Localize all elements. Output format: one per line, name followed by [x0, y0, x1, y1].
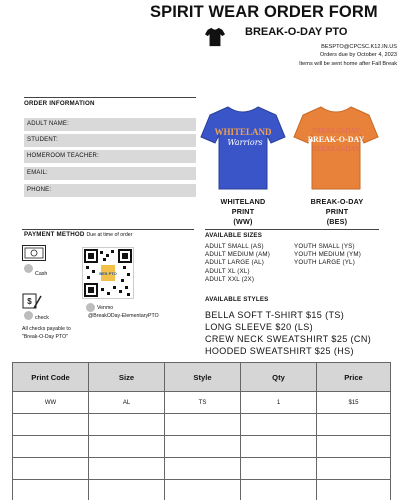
student-field[interactable]: STUDENT:: [24, 134, 196, 147]
table-cell[interactable]: [241, 414, 317, 436]
bod-art-bottom: BREAK-O-DAY: [312, 145, 360, 153]
order-info-title: ORDER INFORMATION: [24, 100, 95, 107]
whiteland-caption: WHITELAND PRINT (WW): [220, 197, 266, 226]
qr-pattern-icon: [83, 248, 133, 298]
sizes-rule: [205, 229, 379, 230]
tshirt-icon: [204, 27, 226, 47]
table-cell[interactable]: [13, 480, 89, 500]
table-cell[interactable]: [89, 458, 165, 480]
contact-email: BESPTO@CPCSC.K12.IN.US: [321, 44, 397, 50]
phone-field[interactable]: PHONE:: [24, 184, 196, 197]
table-cell[interactable]: [317, 458, 391, 480]
venmo-qr-code: [82, 247, 134, 299]
size-item: ADULT SMALL (AS): [205, 243, 264, 250]
break-o-day-caption: BREAK-O-DAY PRINT (BES): [310, 197, 364, 226]
whiteland-art-top: WHITELAND: [214, 127, 272, 137]
cash-radio[interactable]: [24, 264, 33, 273]
table-cell[interactable]: [13, 436, 89, 458]
table-cell[interactable]: 1: [241, 392, 317, 414]
payment-title: PAYMENT METHOD Due at time of order: [24, 231, 133, 238]
table-cell[interactable]: [241, 458, 317, 480]
table-cell[interactable]: [317, 436, 391, 458]
table-row: [13, 480, 391, 500]
size-item: ADULT XL (XL): [205, 267, 250, 275]
orders-due-text: Orders due by October 4, 2023: [319, 52, 397, 59]
table-cell[interactable]: [13, 458, 89, 480]
table-cell[interactable]: $15: [317, 392, 391, 414]
check-radio[interactable]: [24, 311, 33, 320]
table-cell[interactable]: [13, 414, 89, 436]
col-size: Size: [89, 363, 165, 392]
table-cell[interactable]: [165, 436, 241, 458]
style-item: BELLA SOFT T-SHIRT $15 (TS): [205, 310, 345, 320]
bod-art-top: BREAK-O-DAY: [312, 127, 360, 135]
bod-art-mid: BREAK-O-DAY: [307, 135, 365, 144]
size-item: YOUTH LARGE (YL): [294, 259, 355, 267]
style-item: LONG SLEEVE $20 (LS): [205, 322, 314, 332]
table-row: [13, 392, 391, 414]
table-cell[interactable]: [165, 480, 241, 500]
email-field[interactable]: EMAIL:: [24, 167, 196, 180]
table-cell[interactable]: [89, 480, 165, 500]
table-row: [13, 436, 391, 458]
form-title: SPIRIT WEAR ORDER FORM: [150, 3, 378, 21]
header-info: [247, 43, 397, 68]
sizes-title: AVAILABLE SIZES: [205, 232, 263, 239]
order-table: [12, 362, 391, 500]
col-print-code: Print Code: [13, 363, 89, 392]
pto-name: BREAK-O-DAY PTO: [245, 26, 348, 38]
order-info-rule: [24, 97, 196, 98]
styles-title: AVAILABLE STYLES: [205, 296, 269, 303]
check-icon: [22, 292, 42, 310]
payment-rule: [22, 229, 194, 230]
venmo-label: Venmo: [97, 305, 114, 311]
col-qty: Qty: [241, 363, 317, 392]
payment-note: Due at time of order: [86, 232, 133, 238]
homeroom-teacher-field[interactable]: HOMEROOM TEACHER:: [24, 150, 196, 163]
table-cell[interactable]: [317, 480, 391, 500]
table-cell[interactable]: AL: [89, 392, 165, 414]
checks-payable-note: All checks payable to "Break-O-Day PTO": [22, 326, 71, 340]
table-cell[interactable]: [165, 458, 241, 480]
qr-center-text: BES PTO: [99, 271, 117, 276]
check-label: check: [35, 315, 49, 321]
table-cell[interactable]: [241, 480, 317, 500]
size-item: ADULT LARGE (AL): [205, 259, 265, 267]
table-cell[interactable]: [89, 414, 165, 436]
whiteland-art-bottom: Warriors: [227, 138, 263, 147]
size-item: ADULT XXL (2X): [205, 275, 255, 283]
table-cell[interactable]: [317, 414, 391, 436]
size-item: YOUTH MEDIUM (YM): [294, 251, 361, 259]
table-cell[interactable]: [165, 414, 241, 436]
table-row: [13, 458, 391, 480]
col-style: Style: [165, 363, 241, 392]
adult-sizes-list: [205, 243, 270, 284]
cash-label: Cash: [35, 271, 48, 277]
whiteland-shirt-image: [200, 103, 286, 191]
venmo-radio[interactable]: [86, 303, 95, 312]
size-item: YOUTH SMALL (YS): [294, 243, 355, 250]
table-header-row: [13, 363, 391, 392]
adult-name-field[interactable]: ADULT NAME:: [24, 118, 196, 131]
youth-sizes-list: [294, 243, 361, 268]
table-cell[interactable]: TS: [165, 392, 241, 414]
col-price: Price: [317, 363, 391, 392]
break-o-day-shirt-image: [293, 103, 379, 191]
cash-icon: [22, 245, 46, 261]
table-cell[interactable]: [241, 436, 317, 458]
style-item: HOODED SWEATSHIRT $25 (HS): [205, 346, 354, 356]
pickup-note: Items will be sent home after Fall Break: [299, 60, 397, 67]
table-cell[interactable]: WW: [13, 392, 89, 414]
table-cell[interactable]: [89, 436, 165, 458]
venmo-handle: @BreakODay-ElementaryPTO: [88, 313, 159, 319]
svg-text:$: $: [27, 297, 32, 306]
size-item: ADULT MEDIUM (AM): [205, 251, 271, 259]
table-row: [13, 414, 391, 436]
style-item: CREW NECK SWEATSHIRT $25 (CN): [205, 334, 372, 344]
